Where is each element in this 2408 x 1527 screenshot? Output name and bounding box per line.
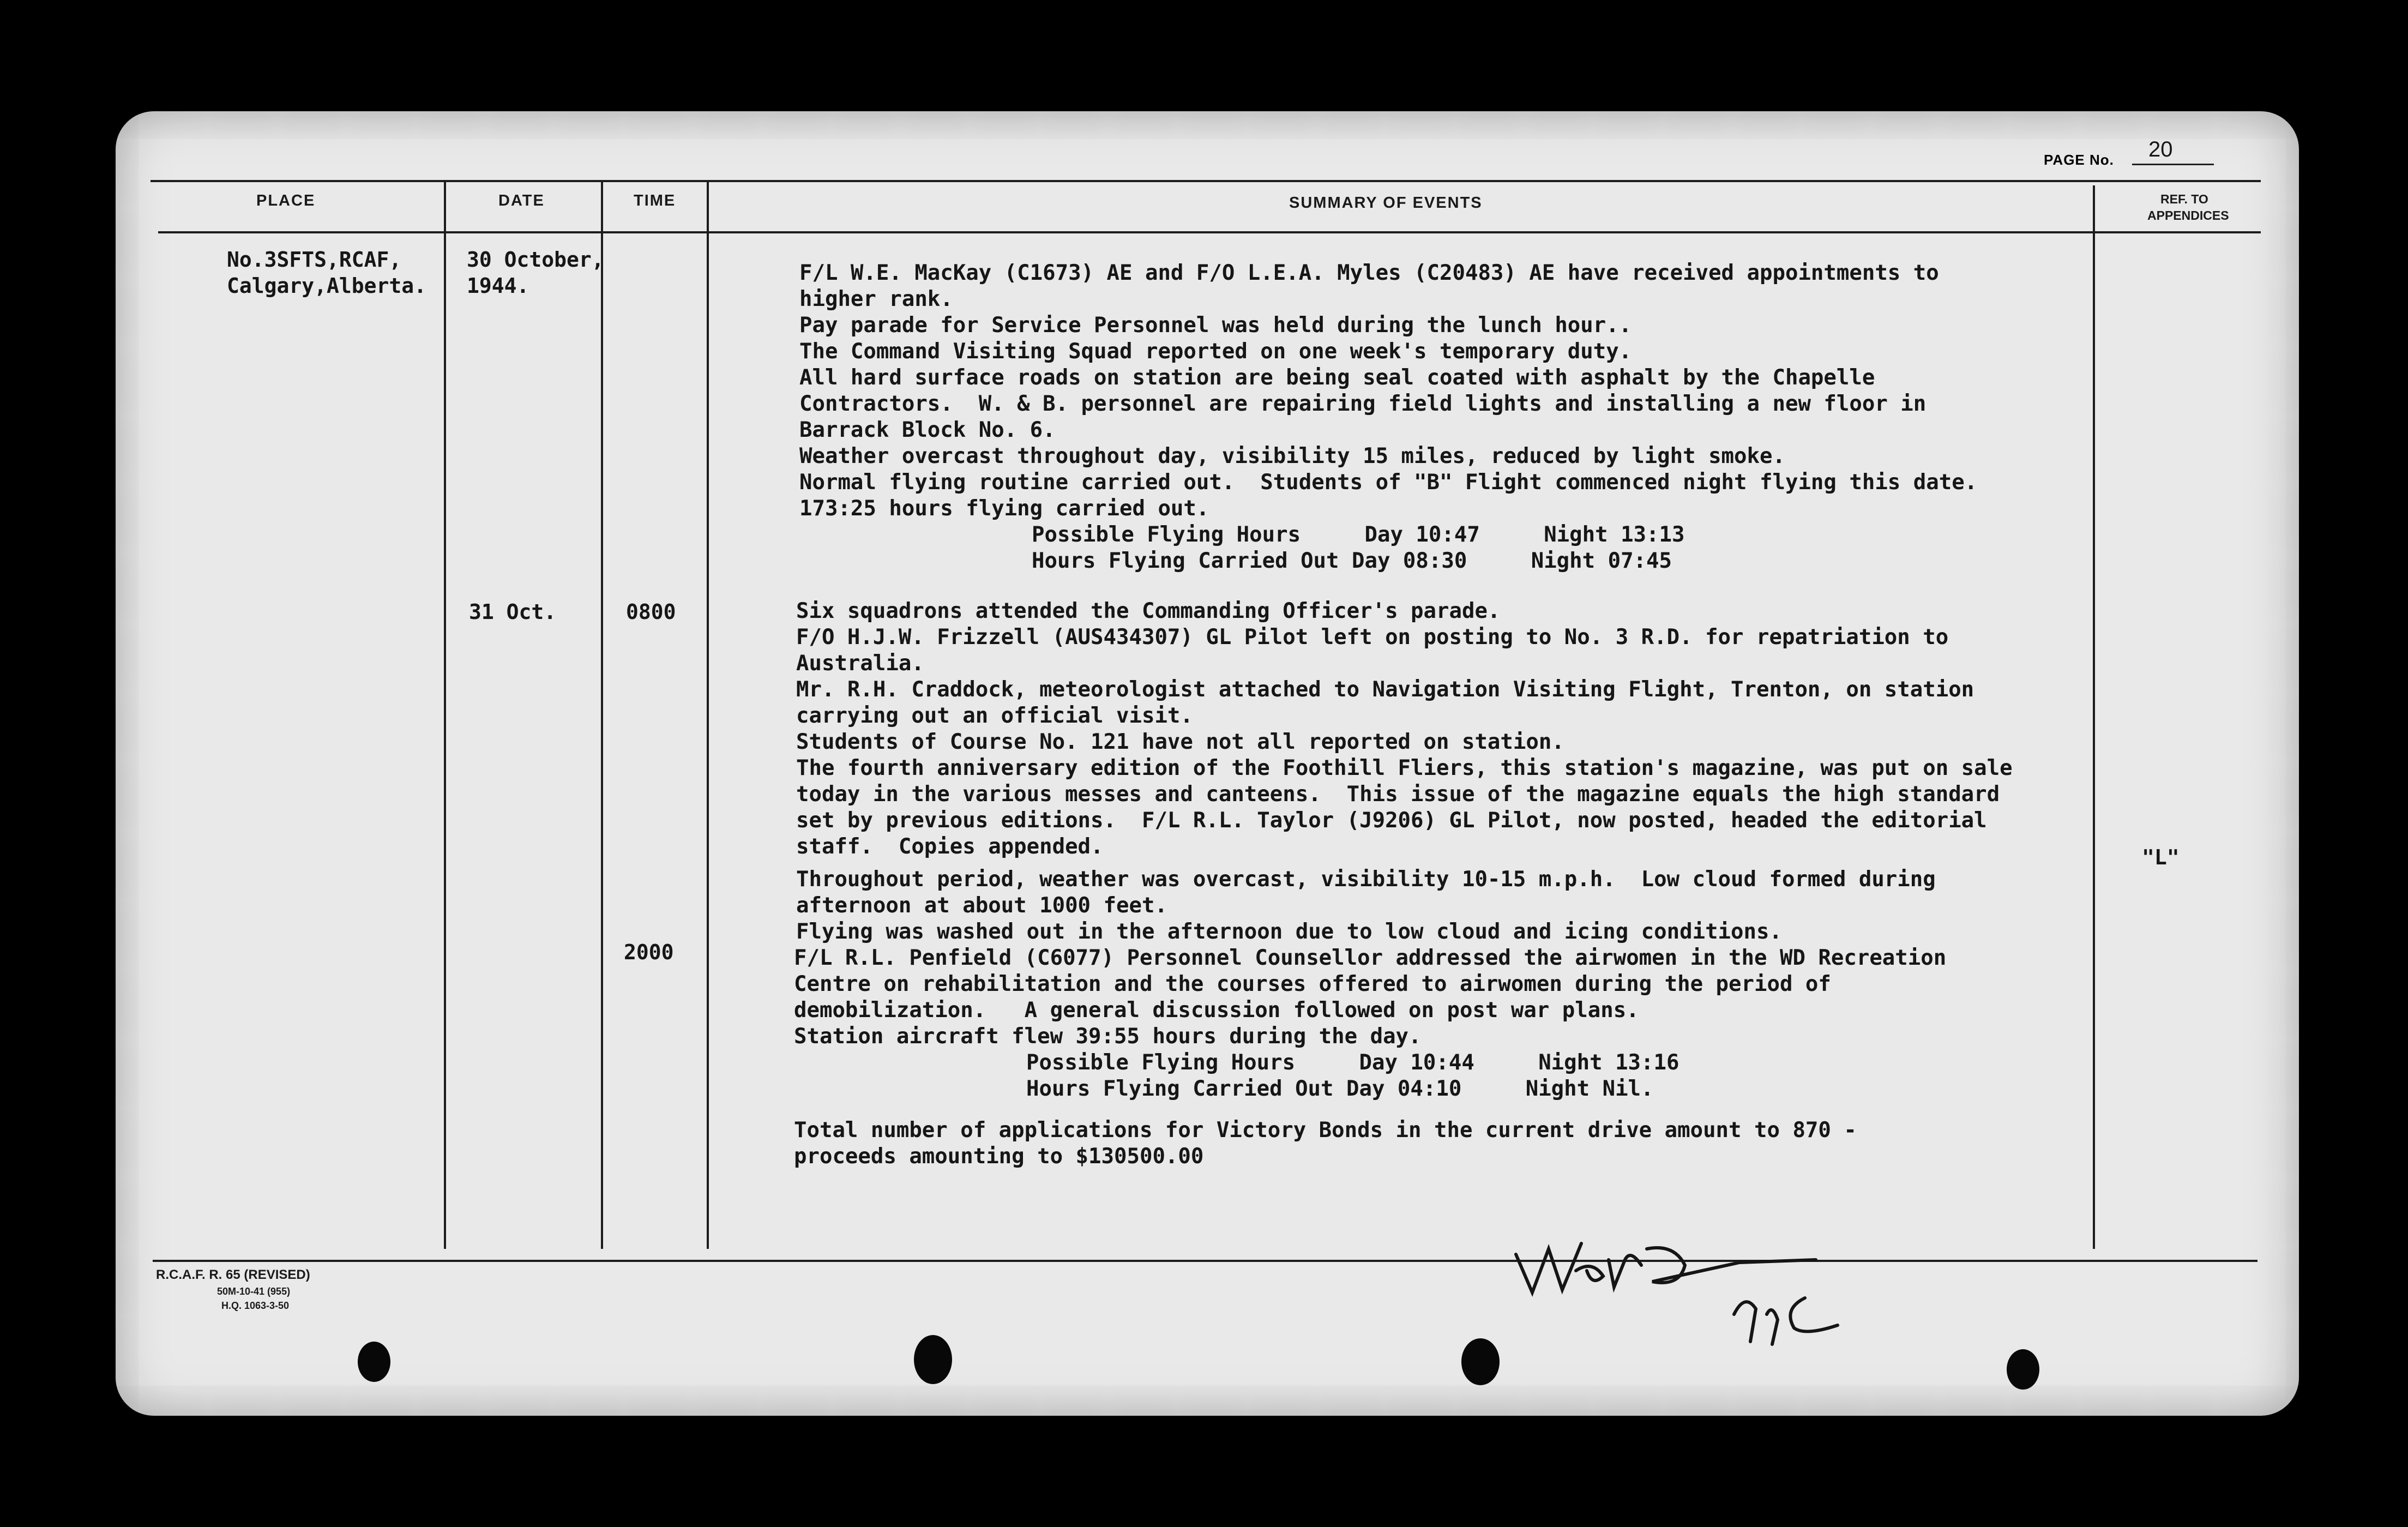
column-header-summary: SUMMARY OF EVENTS — [1289, 194, 1483, 212]
entry1-line: higher rank. — [799, 287, 953, 311]
page-number-label: PAGE No. — [2044, 152, 2114, 168]
entry2-line: Flying was washed out in the afternoon due to low cloud and icing conditions. — [796, 919, 1782, 944]
column-header-date: DATE — [498, 192, 545, 209]
entry1-date-line-1: 30 October, — [467, 248, 604, 272]
bonds-line-1: Total number of applications for Victory Bonds in the current drive amount to 870 - — [794, 1118, 1857, 1143]
header-rule — [158, 231, 2261, 233]
entry2-time: 0800 — [626, 600, 676, 624]
entry2-line: F/O H.J.W. Frizzell (AUS434307) GL Pilot left on posting to No. 3 R.D. for repatriation to — [796, 625, 1949, 650]
binder-hole — [1461, 1338, 1500, 1385]
entry1-line: Normal flying routine carried out. Students of "B" Flight commenced night flying this date. — [799, 470, 1978, 495]
bottom-rule — [153, 1260, 2258, 1262]
column-divider-summary — [2093, 185, 2095, 1249]
entry3-line: Centre on rehabilitation and the courses offered to airwomen during the period of — [794, 972, 1831, 996]
entry2-line: staff. Copies appended. — [796, 834, 1104, 859]
entry3-line: Station aircraft flew 39:55 hours during the day. — [794, 1024, 1422, 1049]
column-divider-date — [601, 180, 603, 1249]
binder-hole — [914, 1335, 952, 1384]
column-header-ref-line1: REF. TO — [2160, 192, 2208, 206]
column-header-time: TIME — [634, 192, 676, 209]
binder-hole — [358, 1342, 390, 1382]
place-line-2: Calgary,Alberta. — [227, 274, 427, 298]
entry2-line: carrying out an official visit. — [796, 704, 1193, 728]
entry2-line: Mr. R.H. Craddock, meteorologist attached to Navigation Visiting Flight, Trenton, on station — [796, 677, 1974, 702]
signature-image — [1510, 1227, 1925, 1358]
column-divider-time — [707, 180, 709, 1249]
binder-hole — [2007, 1349, 2039, 1390]
entry3-possible-hours: Possible Flying Hours Day 10:44 Night 13:16 — [1026, 1050, 1679, 1075]
entry3-line: F/L R.L. Penfield (C6077) Personnel Counsellor addressed the airwomen in the WD Recreation — [794, 946, 1947, 970]
entry2-line: Australia. — [796, 651, 924, 676]
entry1-line: 173:25 hours flying carried out. — [799, 496, 1209, 521]
entry1-possible-hours: Possible Flying Hours Day 10:47 Night 13:13 — [1032, 522, 1685, 547]
entry1-line: Pay parade for Service Personnel was held during the lunch hour.. — [799, 313, 1632, 338]
entry1-carried-hours: Hours Flying Carried Out Day 08:30 Night 07:45 — [1032, 549, 1672, 573]
entry2-line: afternoon at about 1000 feet. — [796, 893, 1167, 918]
column-divider-place — [444, 180, 446, 1249]
entry1-line: The Command Visiting Squad reported on one week's temporary duty. — [799, 339, 1632, 364]
page-number: 20 — [2148, 137, 2173, 161]
entry2-line: Six squadrons attended the Commanding Officer's parade. — [796, 599, 1501, 623]
entry1-line: Barrack Block No. 6. — [799, 418, 1056, 442]
form-code-2: H.Q. 1063-3-50 — [221, 1300, 290, 1311]
entry1-line: F/L W.E. MacKay (C1673) AE and F/O L.E.A. Myles (C20483) AE have received appointments to — [799, 261, 1939, 285]
form-name: R.C.A.F. R. 65 (REVISED) — [156, 1267, 310, 1282]
entry3-carried-hours: Hours Flying Carried Out Day 04:10 Night Nil. — [1026, 1077, 1654, 1101]
entry2-line: The fourth anniversary edition of the Foothill Fliers, this station's magazine, was put on sale — [796, 756, 2013, 780]
entry1-line: Weather overcast throughout day, visibility 15 miles, reduced by light smoke. — [799, 444, 1785, 468]
entry1-date-line-2: 1944. — [467, 274, 529, 298]
page-number-underline — [2132, 164, 2214, 165]
entry1-line: Contractors. W. & B. personnel are repairing field lights and installing a new floor in — [799, 392, 1927, 416]
appendix-reference: "L" — [2142, 845, 2180, 869]
entry2-date: 31 Oct. — [469, 600, 557, 624]
entry2-line: Throughout period, weather was overcast, visibility 10-15 m.p.h. Low cloud formed during — [796, 867, 1936, 892]
entry3-line: demobilization. A general discussion followed on post war plans. — [794, 998, 1639, 1023]
entry2-line: today in the various messes and canteens. This issue of the magazine equals the high standard — [796, 782, 2000, 807]
bonds-line-2: proceeds amounting to $130500.00 — [794, 1144, 1204, 1169]
top-rule — [150, 180, 2261, 182]
column-header-ref-line2: APPENDICES — [2147, 208, 2229, 223]
entry2-line: set by previous editions. F/L R.L. Taylor (J9206) GL Pilot, now posted, headed the editorial — [796, 808, 1987, 833]
entry1-line: All hard surface roads on station are being seal coated with asphalt by the Chapelle — [799, 365, 1875, 390]
place-line-1: No.3SFTS,RCAF, — [227, 248, 402, 272]
form-code-1: 50M-10-41 (955) — [217, 1286, 291, 1297]
column-header-place: PLACE — [256, 192, 316, 209]
entry2-line: Students of Course No. 121 have not all reported on station. — [796, 730, 1564, 754]
entry3-time: 2000 — [624, 940, 674, 964]
